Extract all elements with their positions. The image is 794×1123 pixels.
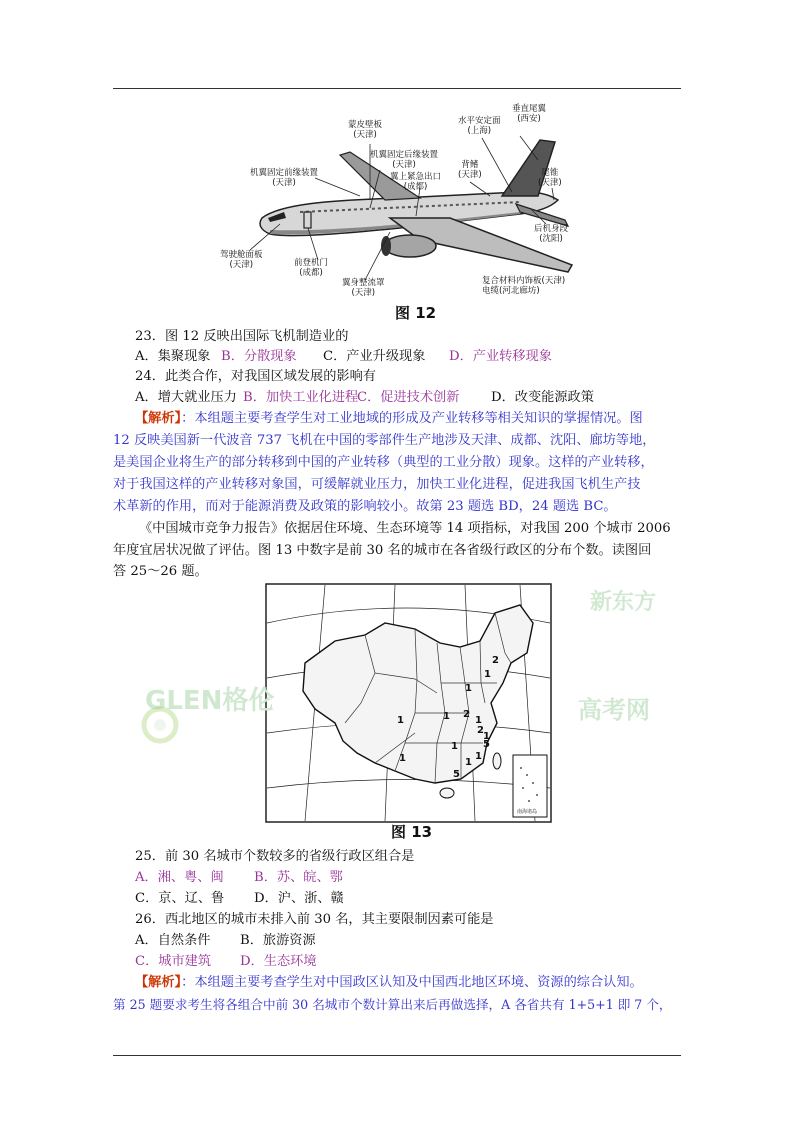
svg-text:1: 1 bbox=[475, 751, 482, 762]
q25-option-c[interactable]: C．京、辽、鲁 bbox=[135, 891, 225, 906]
inset-label: 南海诸岛 bbox=[517, 809, 538, 815]
q23-option-d[interactable]: D．产业转移现象 bbox=[449, 349, 552, 364]
intro-line-1: 《中国城市竞争力报告》依据居住环境、生态环境等 14 项指标，对我国 200 个城市 2006 bbox=[139, 521, 671, 536]
figure-13-caption: 图 13 bbox=[391, 823, 433, 841]
svg-text:1: 1 bbox=[399, 753, 406, 764]
watermark-gaokao: 高考网 bbox=[578, 696, 650, 724]
svg-text:1: 1 bbox=[484, 669, 491, 680]
analysis-2-line-1: 【解析】：本组题主要考查学生对中国政区认知及中国西北地区环境、资源的综合认知。 bbox=[135, 975, 643, 990]
label-rear-fuselage: 后机身段 (沈阳) bbox=[534, 224, 569, 244]
header-rule bbox=[113, 88, 681, 89]
svg-text:2: 2 bbox=[492, 655, 499, 666]
svg-text:1: 1 bbox=[443, 711, 450, 722]
q25-stem: 25．前 30 名城市个数较多的省级行政区组合是 bbox=[135, 849, 415, 864]
q25-option-d[interactable]: D．沪、浙、赣 bbox=[254, 891, 344, 906]
label-skin-panel: 蒙皮壁板 (天津) bbox=[348, 120, 383, 140]
label-cockpit-panel: 驾驶舱面板 (天津) bbox=[220, 250, 263, 270]
analysis-2-tag: 【解析】 bbox=[135, 975, 182, 990]
analysis-1-line-1: 【解析】：本组题主要考查学生对工业地域的形成及产业转移等相关知识的掌握情况。图 bbox=[135, 411, 643, 426]
watermark-xdf: 新东方 bbox=[590, 590, 657, 615]
q23-option-a[interactable]: A．集聚现象 bbox=[135, 349, 211, 364]
label-tail-cone: 尾锥 (天津) bbox=[538, 168, 562, 188]
svg-text:2: 2 bbox=[463, 709, 470, 720]
q24-option-b[interactable]: B．加快工业化进程 bbox=[243, 390, 359, 405]
figure-12 bbox=[220, 100, 590, 325]
svg-text:1: 1 bbox=[397, 715, 404, 726]
glen-logo bbox=[140, 705, 180, 745]
label-wing-leading-edge: 机翼固定前缘装置 (天津) bbox=[250, 168, 319, 188]
footer-rule bbox=[113, 1055, 681, 1056]
q23-option-b[interactable]: B．分散现象 bbox=[221, 349, 297, 364]
intro-line-2: 年度宜居状况做了评估。图 13 中数字是前 30 名的城市在各省级行政区的分布个数。读图回 bbox=[113, 543, 652, 558]
q26-option-b[interactable]: B．旅游资源 bbox=[240, 933, 316, 948]
q24-stem: 24．此类合作，对我国区域发展的影响有 bbox=[135, 369, 376, 384]
svg-text:1: 1 bbox=[465, 683, 472, 694]
intro-line-3: 答 25～26 题。 bbox=[113, 564, 208, 579]
q26-option-a[interactable]: A．自然条件 bbox=[135, 933, 211, 948]
q23-option-c[interactable]: C．产业升级现象 bbox=[323, 349, 426, 364]
label-wing-body-fairing: 翼身整流罩 (天津) bbox=[342, 278, 385, 298]
label-horizontal-stabilizer: 水平安定面 (上海) bbox=[458, 116, 501, 136]
svg-text:5: 5 bbox=[483, 739, 490, 750]
svg-text:1: 1 bbox=[465, 757, 472, 768]
analysis-1-tag: 【解析】 bbox=[135, 411, 182, 426]
figure-13 bbox=[265, 583, 552, 843]
q24-option-a[interactable]: A．增大就业压力 bbox=[135, 390, 237, 405]
analysis-2-line-2: 第 25 题要求考生将各组合中前 30 名城市个数计算出来后再做选择，A 各省共有 1+5+1 即 7 个， bbox=[113, 997, 672, 1012]
svg-text:2: 2 bbox=[477, 725, 484, 736]
q25-option-b[interactable]: B．苏、皖、鄂 bbox=[254, 870, 343, 885]
label-composite-panels: 复合材料内饰板(天津) 电缆(河北廊坊) bbox=[482, 276, 566, 296]
figure-12-caption: 图 12 bbox=[395, 304, 437, 322]
q24-option-c[interactable]: C．促进技术创新 bbox=[357, 390, 460, 405]
analysis-1-line-4: 对于我国这样的产业转移对象国，可缓解就业压力，加快工业化进程，促进我国飞机生产技 bbox=[113, 477, 641, 492]
label-front-door: 前登机门 (成都) bbox=[294, 258, 329, 278]
q23-stem: 23．图 12 反映出国际飞机制造业的 bbox=[135, 329, 349, 344]
svg-text:1: 1 bbox=[475, 715, 482, 726]
svg-text:1: 1 bbox=[451, 741, 458, 752]
q26-option-d[interactable]: D．生态环境 bbox=[240, 954, 317, 969]
china-map bbox=[265, 583, 552, 843]
label-wing-trailing-edge: 机翼固定后缘装置 (天津) bbox=[370, 150, 439, 170]
svg-text:1: 1 bbox=[483, 731, 490, 742]
label-vertical-tail: 垂直尾翼 (西安) bbox=[512, 104, 547, 124]
q26-option-c[interactable]: C．城市建筑 bbox=[135, 954, 212, 969]
analysis-1-line-2: 12 反映美国新一代波音 737 飞机在中国的零部件生产地涉及天津、成都、沈阳、廊坊等地， bbox=[113, 433, 656, 448]
svg-text:5: 5 bbox=[453, 769, 460, 780]
watermark-glen: GLEN格伦 bbox=[145, 686, 275, 716]
label-emergency-exit: 翼上紧急出口 (成都) bbox=[390, 172, 442, 192]
analysis-1-line-3: 是美国企业将生产的部分转移到中国的产业转移（典型的工业分散）现象。这样的产业转移， bbox=[113, 455, 654, 470]
q25-option-a[interactable]: A．湘、粤、闽 bbox=[135, 870, 224, 885]
label-dorsal-fin: 背鳍 (天津) bbox=[458, 160, 482, 180]
q24-option-d[interactable]: D．改变能源政策 bbox=[491, 390, 594, 405]
analysis-1-line-5: 术革新的作用，而对于能源消费及政策的影响较小。故第 23 题选 BD，24 题选 BC。 bbox=[113, 499, 617, 514]
q26-stem: 26．西北地区的城市未排入前 30 名，其主要限制因素可能是 bbox=[135, 912, 494, 927]
